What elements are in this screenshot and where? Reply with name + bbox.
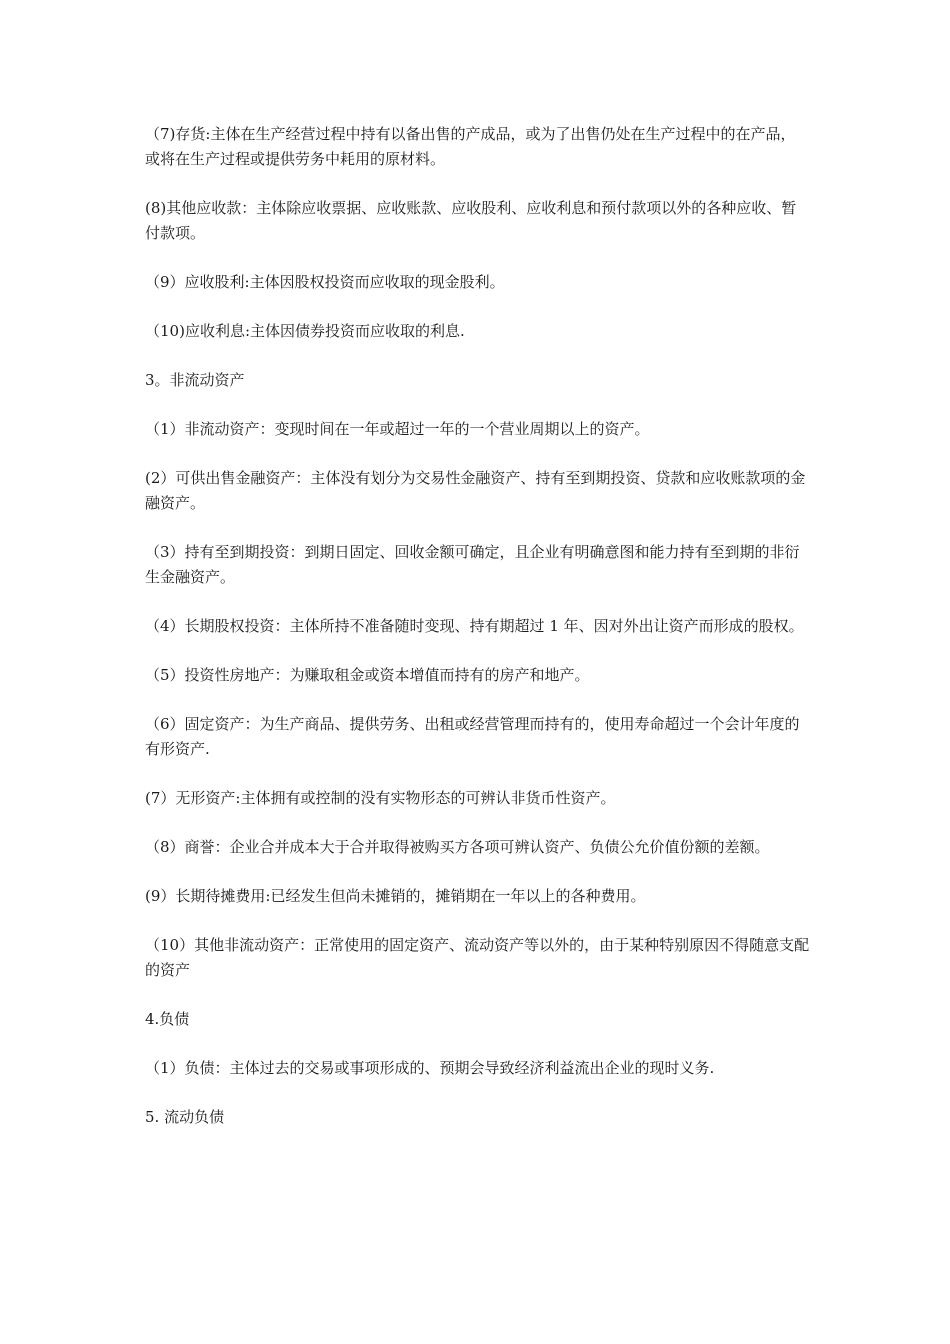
paragraph-dividends-receivable: （9）应收股利:主体因股权投资而应收取的现金股利。	[145, 273, 505, 291]
paragraph-goodwill: （8）商誉：企业合并成本大于合并取得被购买方各项可辨认资产、负债公允价值份额的差额。	[145, 838, 770, 856]
paragraph-other-receivables: (8)其他应收款：主体除应收票据、应收账款、应收股利、应收利息和预付款项以外的各种应收、暂付款项。	[145, 199, 797, 242]
paragraph-inventory: （7)存货:主体在生产经营过程中持有以备出售的产成品，或为了出售仍处在生产过程中的在产品，或将在生产过程或提供劳务中耗用的原材料。	[145, 125, 796, 168]
paragraph-long-term-prepaid: (9）长期待摊费用:已经发生但尚未摊销的，摊销期在一年以上的各种费用。	[145, 887, 646, 905]
paragraph-held-to-maturity: （3）持有至到期投资：到期日固定、回收金额可确定，且企业有明确意图和能力持有至到期的非衍生金融资产。	[145, 543, 800, 586]
paragraph-liabilities: （1）负债：主体过去的交易或事项形成的、预期会导致经济利益流出企业的现时义务.	[145, 1059, 715, 1077]
paragraph-long-term-equity: （4）长期股权投资：主体所持不准备随时变现、持有期超过 1 年、因对外出让资产而形成的股权。	[145, 617, 804, 635]
paragraph-fixed-assets: （6）固定资产：为生产商品、提供劳务、出租或经营管理而持有的，使用寿命超过一个会计年度的有形资产.	[145, 715, 800, 758]
paragraph-intangible-assets: (7）无形资产:主体拥有或控制的没有实物形态的可辨认非货币性资产。	[145, 789, 616, 807]
section-heading-liabilities: 4.负债	[145, 1010, 190, 1028]
section-heading-non-current-assets: 3。非流动资产	[145, 371, 245, 389]
document-body	[145, 122, 810, 1154]
paragraph-available-for-sale: (2）可供出售金融资产：主体没有划分为交易性金融资产、持有至到期投资、贷款和应收账款项的金融资产。	[145, 469, 806, 512]
paragraph-investment-property: （5）投资性房地产：为赚取租金或资本增值而持有的房产和地产。	[145, 666, 590, 684]
paragraph-non-current-assets: （1）非流动资产：变现时间在一年或超过一年的一个营业周期以上的资产。	[145, 420, 650, 438]
paragraph-interest-receivable: （10)应收利息:主体因债券投资而应收取的利息.	[145, 322, 465, 340]
section-heading-current-liabilities: 5. 流动负债	[145, 1108, 225, 1126]
paragraph-other-non-current: （10）其他非流动资产：正常使用的固定资产、流动资产等以外的，由于某种特别原因不得随意支配的资产	[145, 936, 810, 979]
